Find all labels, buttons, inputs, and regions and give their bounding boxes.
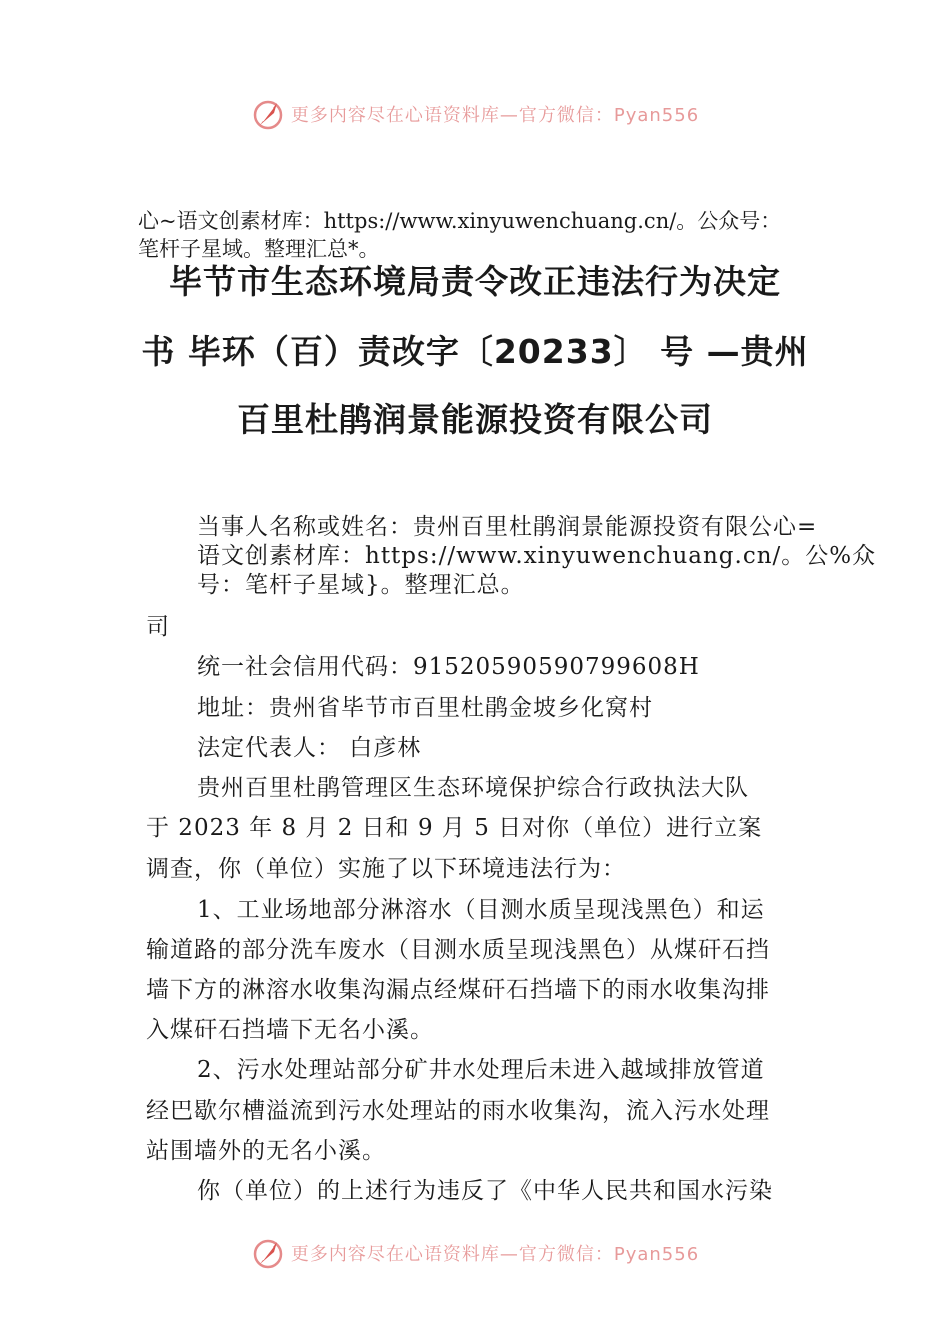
item2-line-2: 经巴歇尔槽溢流到污水处理站的雨水收集沟，流入污水处理	[146, 1098, 770, 1124]
item1-line-4: 入煤矸石挡墙下无名小溪。	[146, 1017, 434, 1043]
item1-line-1: 1、工业场地部分淋溶水（目测水质呈现浅黑色）和运	[197, 897, 765, 923]
credit-code: 统一社会信用代码：91520590590799608H	[197, 654, 700, 680]
address: 地址：贵州省毕节市百里杜鹃金坡乡化窝村	[197, 695, 653, 721]
watermark-line-2: 笔杆子星域。整理汇总*。	[138, 237, 380, 261]
party-name-tail: 司	[146, 614, 170, 640]
banner-text: 更多内容尽在心语资料库—官方微信：Pyan556	[290, 105, 700, 126]
item1-line-3: 墙下方的淋溶水收集沟漏点经煤矸石挡墙下的雨水收集沟排	[146, 977, 770, 1003]
document-title-line-3: 百里杜鹃润景能源投资有限公司	[237, 400, 713, 439]
intro-line-1: 贵州百里杜鹃管理区生态环境保护综合行政执法大队	[197, 775, 749, 801]
document-title-line-2: 书 毕环（百）责改字〔20233〕 号 —贵州	[141, 332, 809, 371]
header-banner	[0, 94, 950, 134]
closing-line: 你（单位）的上述行为违反了《中华人民共和国水污染	[197, 1178, 773, 1204]
watermark-line-1: 心~语文创素材库：https://www.xinyuwenchuang.cn/。公众号：	[138, 209, 782, 233]
item2-line-3: 站围墙外的无名小溪。	[146, 1138, 386, 1164]
item2-line-1: 2、污水处理站部分矿井水处理后未进入越域排放管道	[197, 1057, 765, 1083]
quill-pen-icon	[251, 1236, 285, 1270]
quill-pen-icon	[251, 97, 285, 131]
footer-banner	[0, 1233, 950, 1273]
intro-line-2: 于 2023 年 8 月 2 日和 9 月 5 日对你（单位）进行立案	[146, 815, 763, 841]
legal-representative: 法定代表人： 白彦林	[197, 735, 422, 761]
document-title-line-1: 毕节市生态环境局责令改正违法行为决定	[169, 262, 781, 301]
item1-line-2: 输道路的部分洗车废水（目测水质呈现浅黑色）从煤矸石挡	[146, 937, 770, 963]
party-watermark-line-1: 语文创素材库：https://www.xinyuwenchuang.cn/。公%众	[197, 543, 877, 569]
banner-text: 更多内容尽在心语资料库—官方微信：Pyan556	[290, 1244, 700, 1265]
intro-line-3: 调查，你（单位）实施了以下环境违法行为：	[146, 856, 626, 882]
party-name-line: 当事人名称或姓名：贵州百里杜鹃润景能源投资有限公心=	[197, 514, 818, 540]
party-watermark-line-2: 号：笔杆子星域}。整理汇总。	[197, 572, 525, 598]
